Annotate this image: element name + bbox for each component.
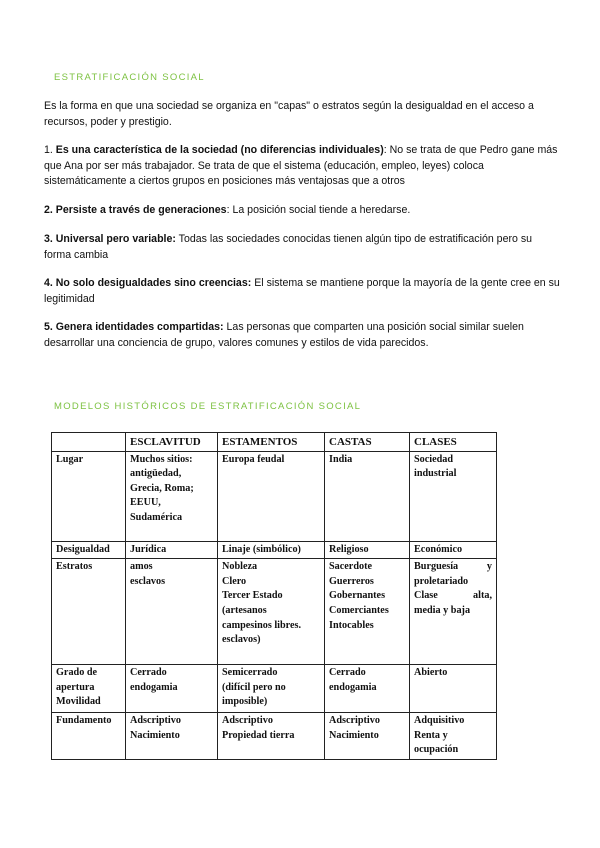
table-cell: India <box>325 451 410 541</box>
table-cell: Adquisitivo Renta y ocupación <box>410 713 497 760</box>
point-title: Es una característica de la sociedad (no diferencias individuales) <box>55 144 384 156</box>
table-cell: Cerrado endogamia <box>126 665 218 713</box>
point-number: 5. <box>44 321 56 333</box>
table-row <box>52 541 497 559</box>
point-2 <box>44 203 560 219</box>
point-text: Las personas que comparten una posición social similar suelen desarrollar una conciencia de grupo, valores comunes y estilos de vida parecidos. <box>44 321 524 349</box>
table-cell: Linaje (simbólico) <box>218 541 325 559</box>
table-header-row <box>52 433 497 452</box>
point-1 <box>44 143 560 190</box>
point-5 <box>44 320 560 351</box>
table-cell: Religioso <box>325 541 410 559</box>
point-separator: : <box>226 204 233 216</box>
table-cell: Abierto <box>410 665 497 713</box>
table-cell: Sacerdote Guerreros Gobernantes Comerciantes Intocables <box>325 559 410 665</box>
table-cell: Semicerrado (difícil pero no imposible) <box>218 665 325 713</box>
table-cell: Adscriptivo Propiedad tierra <box>218 713 325 760</box>
table-cell: amos esclavos <box>126 559 218 665</box>
point-text: La posición social tiende a heredarse. <box>232 204 411 216</box>
header-cell-estamentos: ESTAMENTOS <box>218 433 325 452</box>
section-heading-historical-models: MODELOS HISTÓRICOS DE ESTRATIFICACIÓN SOCIAL <box>54 401 362 412</box>
point-title: No solo desigualdades sino creencias: <box>55 277 252 289</box>
table-cell: Burguesía y proletariado Clase alta, media y baja <box>410 559 497 665</box>
table-cell: Muchos sitios: antigüedad, Grecia, Roma; EEUU, Sudamérica <box>126 451 218 541</box>
table-cell: Cerrado endogamia <box>325 665 410 713</box>
point-title: Universal pero variable: <box>55 233 176 245</box>
point-title: Persiste a través de generaciones <box>55 204 227 216</box>
table-row <box>52 559 497 665</box>
header-cell-castas: CASTAS <box>325 433 410 452</box>
table-cell: Económico <box>410 541 497 559</box>
header-cell-clases: CLASES <box>410 433 497 452</box>
table-cell: Adscriptivo Nacimiento <box>126 713 218 760</box>
table-cell: Nobleza Clero Tercer Estado (artesanos campesinos libres. esclavos) <box>218 559 325 665</box>
header-cell-empty <box>52 433 126 452</box>
point-text: No se trata de que Pedro gane más que Ana por ser más trabajador. Se trata de que el sistema (educación, empleo, leyes) coloca sistemáticamente a ciertos grupos en posiciones más ventajosas que a otros <box>44 144 558 188</box>
point-title: Genera identidades compartidas: <box>55 321 224 333</box>
row-label: Grado de apertura Movilidad <box>52 665 126 713</box>
point-text: El sistema se mantiene porque la mayoría de la gente cree en su legitimidad <box>44 277 560 305</box>
table-cell: Sociedad industrial <box>410 451 497 541</box>
intro-paragraph: Es la forma en que una sociedad se organiza en "capas" o estratos según la desigualdad en el acceso a recursos, poder y prestigio. <box>44 100 534 128</box>
table-cell: Adscriptivo Nacimiento <box>325 713 410 760</box>
point-separator: : <box>383 144 390 156</box>
point-number: 1. <box>44 144 56 156</box>
row-label: Lugar <box>52 451 126 541</box>
stratification-models-table <box>51 432 497 760</box>
row-label: Desigualdad <box>52 541 126 559</box>
table-row <box>52 713 497 760</box>
header-cell-esclavitud: ESCLAVITUD <box>126 433 218 452</box>
point-4 <box>44 276 560 307</box>
point-3 <box>44 232 560 263</box>
table-cell: Jurídica <box>126 541 218 559</box>
table-row <box>52 451 497 541</box>
point-text: Todas las sociedades conocidas tienen algún tipo de estratificación pero su forma cambia <box>44 233 533 261</box>
point-number: 4. <box>44 277 56 289</box>
row-label: Estratos <box>52 559 126 665</box>
point-number: 2. <box>44 204 56 216</box>
row-label: Fundamento <box>52 713 126 760</box>
table-row <box>52 665 497 713</box>
table-cell: Europa feudal <box>218 451 325 541</box>
section-heading-stratification: ESTRATIFICACIÓN SOCIAL <box>54 72 205 83</box>
point-number: 3. <box>44 233 56 245</box>
